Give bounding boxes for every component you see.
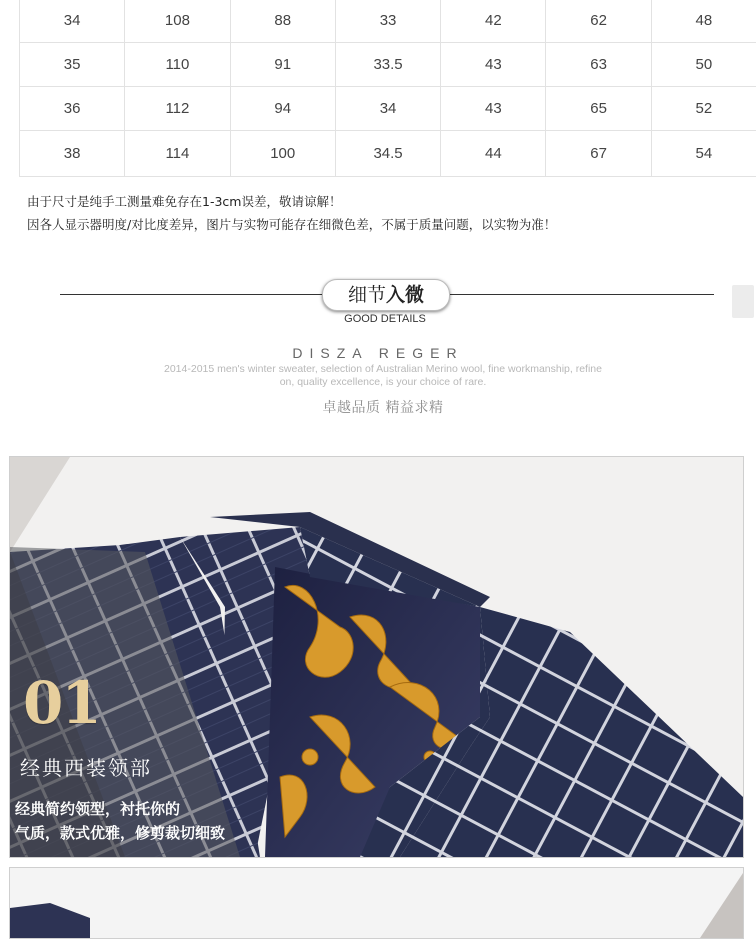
quality-slogan: 卓越品质 精益求精 [0,397,756,417]
detail-title: 经典西装领部 [20,752,152,781]
brand-tagline [140,363,626,389]
size-cell: 42 [441,0,546,43]
brand-name: DISZA REGER [0,345,756,361]
header-divider-left [60,294,322,295]
header-divider-right [448,294,714,295]
next-photo-illustration [10,868,743,938]
size-cell: 62 [546,0,651,43]
size-cell: 43 [441,43,546,87]
size-cell: 48 [651,0,756,43]
size-cell: 114 [125,131,230,177]
side-scroll-tab[interactable] [732,285,754,318]
tagline-line-2: on, quality excellence, is your choice of rare. [140,376,626,389]
size-row [20,43,756,87]
lapel-detail-photo [9,456,744,858]
size-cell: 108 [125,0,230,43]
size-cell: 100 [230,131,335,177]
detail-number: 01 [23,669,100,737]
note-color: 因各人显示器明度/对比度差异，图片与实物可能存在细微色差，不属于质量问题，以实物为准！ [27,213,556,236]
size-cell: 34 [20,0,125,43]
size-cell: 54 [651,131,756,177]
size-cell: 44 [441,131,546,177]
size-cell: 35 [20,43,125,87]
size-cell: 50 [651,43,756,87]
size-row [20,87,756,131]
size-cell: 34 [335,87,440,131]
size-row [20,131,756,177]
section-title-light: 细节 [348,284,386,306]
size-cell: 33.5 [335,43,440,87]
size-cell: 67 [546,131,651,177]
size-cell: 91 [230,43,335,87]
size-cell: 52 [651,87,756,131]
size-cell: 43 [441,87,546,131]
size-cell: 88 [230,0,335,43]
section-title-bold: 入微 [386,284,424,306]
section-title [322,279,450,311]
size-cell: 112 [125,87,230,131]
detail-description [15,797,225,845]
size-cell: 63 [546,43,651,87]
size-table [19,0,756,177]
size-cell: 38 [20,131,125,177]
note-measurement: 由于尺寸是纯手工测量难免存在1-3cm误差，敬请谅解！ [27,190,556,213]
section-subtitle: GOOD DETAILS [322,313,448,325]
size-notes [27,190,556,236]
next-detail-photo [9,867,744,939]
tagline-line-1: 2014-2015 men's winter sweater, selection of Australian Merino wool, fine workmanship, refine [140,363,626,376]
size-cell: 110 [125,43,230,87]
detail-desc-line-1: 经典简约领型，衬托你的 [15,797,225,821]
size-cell: 36 [20,87,125,131]
size-cell: 65 [546,87,651,131]
size-row [20,0,756,43]
size-cell: 33 [335,0,440,43]
size-cell: 34.5 [335,131,440,177]
detail-desc-line-2: 气质，款式优雅，修剪裁切细致 [15,821,225,845]
size-cell: 94 [230,87,335,131]
